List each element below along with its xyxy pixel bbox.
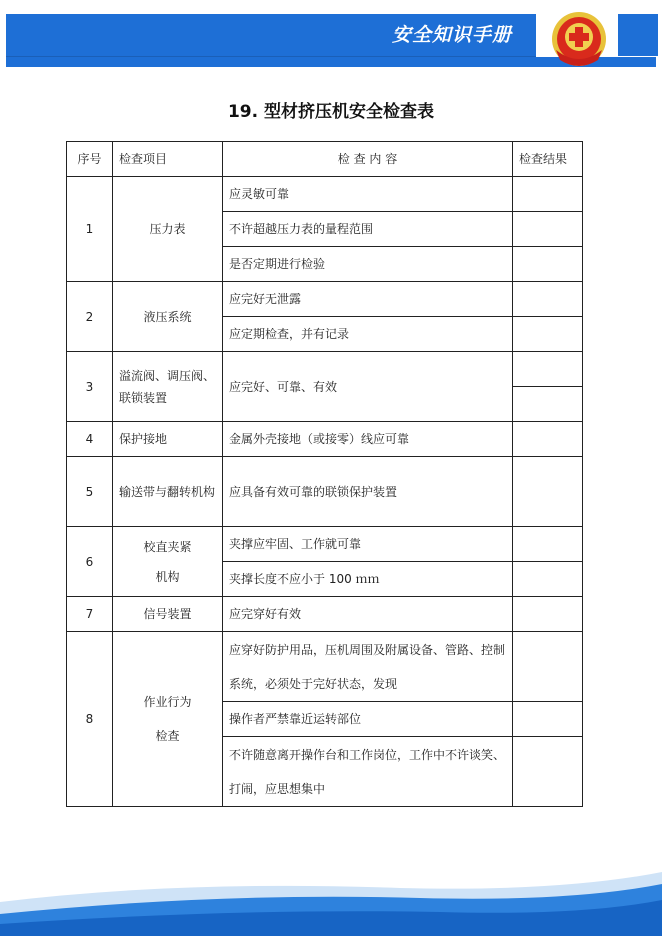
result-cell[interactable] <box>513 562 583 597</box>
page-title: 19. 型材挤压机安全检查表 <box>227 102 435 122</box>
check-item-line: 机构 <box>155 569 180 584</box>
footer-wave-decoration <box>0 862 662 936</box>
row-number: 6 <box>67 527 113 597</box>
check-item-line: 作业行为 <box>143 695 192 709</box>
result-cell[interactable] <box>513 387 583 422</box>
result-cell[interactable] <box>513 352 583 387</box>
table-row <box>67 282 583 317</box>
result-cell[interactable] <box>513 422 583 457</box>
result-cell[interactable] <box>513 177 583 212</box>
result-cell[interactable] <box>513 737 583 807</box>
row-number: 4 <box>67 422 113 457</box>
result-cell[interactable] <box>513 282 583 317</box>
banner-title: 安全知识手册 <box>391 24 512 46</box>
row-number: 2 <box>67 282 113 352</box>
table-row <box>67 177 583 212</box>
result-cell[interactable] <box>513 597 583 632</box>
result-cell[interactable] <box>513 527 583 562</box>
column-header-content: 检 查 内 容 <box>223 142 513 177</box>
table-row <box>67 422 583 457</box>
check-content: 金属外壳接地（或接零）线应可靠 <box>223 422 513 457</box>
safety-checklist-table <box>66 141 583 807</box>
check-item <box>113 527 223 597</box>
check-content: 夹撑长度不应小于 100 ｍｍ <box>223 562 513 597</box>
table-row <box>67 352 583 387</box>
row-number: 7 <box>67 597 113 632</box>
check-content: 应灵敏可靠 <box>223 177 513 212</box>
row-number: 1 <box>67 177 113 282</box>
check-content: 应完穿好有效 <box>223 597 513 632</box>
table-row <box>67 597 583 632</box>
row-number: 8 <box>67 632 113 807</box>
check-item: 保护接地 <box>113 422 223 457</box>
check-content: 应完好、可靠、有效 <box>223 352 513 422</box>
check-content: 是否定期进行检验 <box>223 247 513 282</box>
safety-emblem-icon <box>548 10 610 68</box>
result-cell[interactable] <box>513 212 583 247</box>
result-cell[interactable] <box>513 632 583 702</box>
check-item <box>113 632 223 807</box>
table-row <box>67 632 583 702</box>
row-number: 3 <box>67 352 113 422</box>
table-header-row <box>67 142 583 177</box>
result-cell[interactable] <box>513 702 583 737</box>
check-content: 应完好无泄露 <box>223 282 513 317</box>
check-content: 不许超越压力表的量程范围 <box>223 212 513 247</box>
check-content: 夹撑应牢固、工作就可靠 <box>223 527 513 562</box>
column-header-item: 检查项目 <box>113 142 223 177</box>
check-item: 溢流阀、调压阀、联锁装置 <box>113 352 223 422</box>
header-banner-right <box>618 14 658 56</box>
check-content: 不许随意离开操作台和工作岗位，工作中不许谈笑、打闹，应思想集中 <box>223 737 513 807</box>
column-header-no: 序号 <box>67 142 113 177</box>
table-row <box>67 457 583 527</box>
check-content: 应定期检查，并有记录 <box>223 317 513 352</box>
check-item: 信号装置 <box>113 597 223 632</box>
row-number: 5 <box>67 457 113 527</box>
check-item: 压力表 <box>113 177 223 282</box>
check-content: 应穿好防护用品，压机周围及附属设备、管路、控制系统，必须处于完好状态，发现 <box>223 632 513 702</box>
result-cell[interactable] <box>513 247 583 282</box>
result-cell[interactable] <box>513 457 583 527</box>
check-item: 输送带与翻转机构 <box>113 457 223 527</box>
check-content: 应具备有效可靠的联锁保护装置 <box>223 457 513 527</box>
result-cell[interactable] <box>513 317 583 352</box>
header-banner <box>6 14 536 56</box>
column-header-result: 检查结果 <box>513 142 583 177</box>
check-item-line: 校直夹紧 <box>143 539 192 554</box>
table-row <box>67 527 583 562</box>
check-content: 操作者严禁靠近运转部位 <box>223 702 513 737</box>
check-item: 液压系统 <box>113 282 223 352</box>
check-item-line: 检查 <box>155 729 180 743</box>
